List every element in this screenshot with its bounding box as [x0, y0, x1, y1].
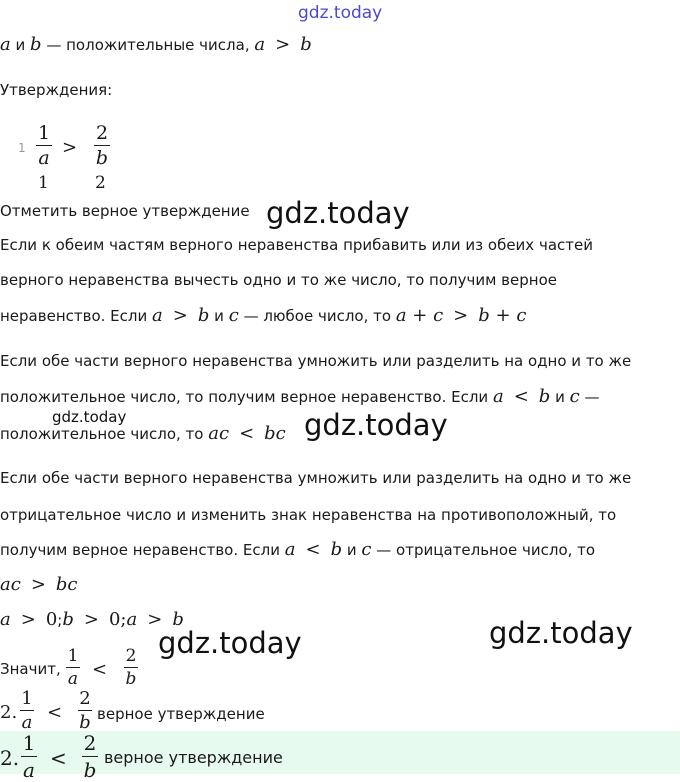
intro-line — [0, 34, 312, 55]
conj-and: и — [15, 36, 26, 54]
statement-1-frac-2 — [94, 122, 110, 169]
var-a: a — [152, 305, 163, 326]
var-b-2: b — [300, 34, 312, 55]
frac-den: b — [83, 758, 97, 782]
watermark-mid-1: gdz.today — [266, 196, 410, 230]
para-1-line-1: Если к обеим частям верного неравенства прибавить или из обеих частей — [0, 236, 593, 254]
zero-sep: 0; — [108, 609, 127, 630]
frac-num: 2 — [79, 688, 91, 709]
conclusion-label: Значит, — [0, 660, 61, 678]
answer-2-number: 2. — [0, 746, 20, 770]
var-a: a — [284, 539, 296, 560]
var-a: a — [492, 386, 504, 407]
statements-label: Утверждения: — [0, 81, 113, 99]
frac-num: 2 — [125, 646, 137, 666]
statement-number-2: 2 — [95, 173, 106, 193]
para-2-text-2: положительное число, то — [0, 425, 204, 443]
var-a: a — [0, 609, 11, 630]
var-a-2: a — [126, 609, 138, 630]
intro-text: — положительные числа, — [46, 36, 250, 54]
para-1-mid-text: — любое число, то — [243, 307, 392, 325]
statement-number-1: 1 — [38, 173, 49, 193]
answer-1-number: 2. — [0, 702, 18, 723]
statement-1-number: 1 — [18, 141, 26, 155]
op-gt: > — [83, 609, 99, 630]
frac-num: 1 — [22, 731, 36, 755]
frac-bar — [66, 667, 80, 668]
watermark-small: gdz.today — [52, 408, 127, 426]
watermark-lower-right: gdz.today — [489, 616, 633, 650]
para-2-line-1: Если обе части верного неравенства умножить или разделить на одно и то же — [0, 352, 632, 370]
answer-1-lt: < — [47, 702, 63, 723]
para-3-line-1: Если обе части верного неравенства умножить или разделить на одно и то же — [0, 469, 632, 487]
watermark-lower-left: gdz.today — [158, 626, 302, 660]
mark-correct-label: Отметить верное утверждение — [0, 202, 250, 220]
frac-den: b — [79, 712, 91, 733]
answer-highlight — [0, 731, 680, 774]
op-lt: < — [239, 423, 255, 444]
frac-den: b — [125, 669, 137, 689]
var-b: b — [30, 34, 42, 55]
answer-2-frac-2 — [82, 731, 98, 782]
para-1-text: неравенство. Если — [0, 307, 148, 325]
op-gt: > — [20, 609, 36, 630]
answer-2-frac-1 — [21, 731, 37, 782]
op-gt: > — [453, 305, 469, 326]
conclusion-frac-1 — [66, 646, 80, 689]
frac-den: b — [95, 147, 109, 169]
expr-a-plus-c: a + c — [395, 305, 444, 326]
dash: — — [584, 388, 600, 406]
frac-bar — [78, 710, 92, 711]
para-1-line-3 — [0, 305, 526, 326]
frac-num: 1 — [21, 688, 33, 709]
statement-1-frac-1 — [36, 122, 52, 169]
var-b: b — [197, 305, 210, 326]
op-gt: > — [275, 34, 291, 55]
frac-num: 2 — [95, 122, 109, 144]
statement-1-gt: > — [62, 137, 78, 158]
var-b: b — [538, 386, 551, 407]
answer-1-frac-2 — [78, 688, 92, 733]
para-3-line-3 — [0, 539, 595, 560]
conj-and: и — [555, 388, 565, 406]
expr-ac: ac — [0, 574, 21, 595]
var-c: c — [228, 305, 239, 326]
frac-den: a — [21, 712, 33, 733]
watermark-mid-2: gdz.today — [304, 408, 448, 442]
separator: ; — [57, 611, 63, 629]
expr-b-plus-c: b + c — [478, 305, 527, 326]
frac-den: a — [23, 758, 35, 782]
var-b-2: b — [172, 609, 184, 630]
op-gt: > — [30, 574, 46, 595]
answer-1-frac-1 — [20, 688, 34, 733]
frac-bar — [20, 710, 34, 711]
conj-and: и — [346, 541, 357, 559]
zero: 0 — [45, 609, 58, 630]
watermark-top: gdz.today — [298, 3, 383, 23]
para-2-text: положительное число, то получим верное неравенство. Если — [0, 388, 489, 406]
op-lt: < — [513, 386, 529, 407]
frac-num: 1 — [37, 122, 51, 144]
frac-num: 2 — [83, 731, 97, 755]
para-2-line-2 — [0, 386, 600, 407]
op-gt: > — [172, 305, 188, 326]
frac-bar — [82, 756, 98, 757]
para-2-line-3 — [0, 423, 286, 444]
expr-ac: ac — [208, 423, 230, 444]
answer-2-text: верное утверждение — [104, 748, 283, 767]
answer-2-lt: < — [50, 746, 67, 770]
expr-bc: bc — [55, 574, 78, 595]
answer-1-text: верное утверждение — [97, 705, 265, 723]
frac-bar — [94, 145, 110, 146]
var-b: b — [62, 609, 74, 630]
conj-and: и — [214, 307, 224, 325]
expr-bc: bc — [264, 423, 286, 444]
para-3-line-2: отрицательное число и изменить знак неравенства на противоположный, то — [0, 506, 617, 524]
frac-num: 1 — [67, 646, 79, 666]
var-c: c — [361, 539, 372, 560]
frac-den: a — [38, 147, 50, 169]
para-3-mid-text: — отрицательное число, то — [376, 541, 596, 559]
var-a: a — [0, 34, 11, 55]
frac-den: a — [67, 669, 79, 689]
conditions-line — [0, 609, 184, 630]
para-1-line-2: верного неравенства вычесть одно и то же число, то получим верное — [0, 271, 557, 289]
frac-bar — [124, 667, 138, 668]
frac-bar — [21, 756, 37, 757]
var-c: c — [569, 386, 580, 407]
para-3-line-4 — [0, 574, 78, 595]
var-a-2: a — [254, 34, 266, 55]
conclusion-lt: < — [92, 659, 108, 680]
conclusion-frac-2 — [124, 646, 138, 689]
var-b: b — [330, 539, 343, 560]
op-lt: < — [305, 539, 321, 560]
para-3-text: получим верное неравенство. Если — [0, 541, 280, 559]
frac-bar — [36, 145, 52, 146]
op-gt: > — [147, 609, 163, 630]
